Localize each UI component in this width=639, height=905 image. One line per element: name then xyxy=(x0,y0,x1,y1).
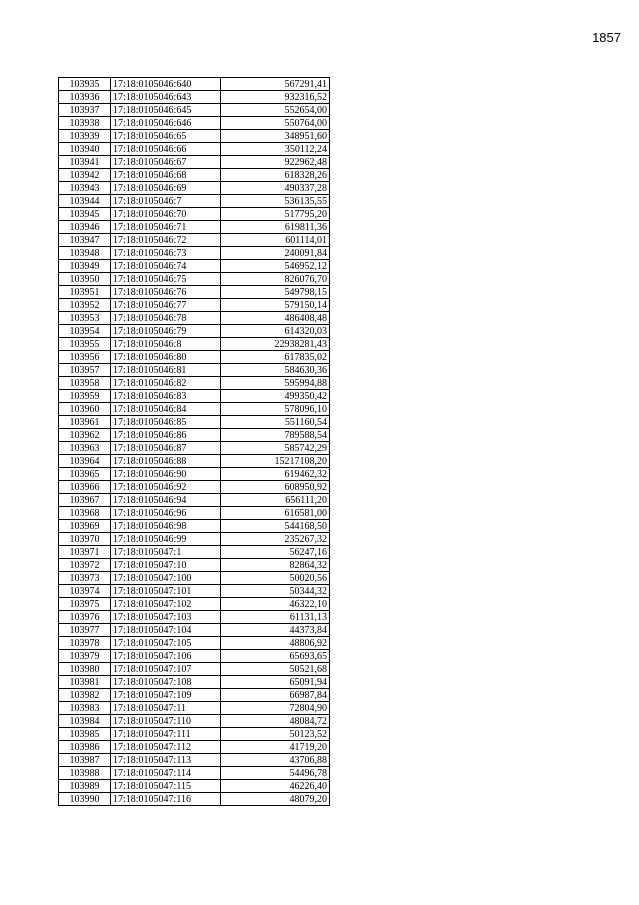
table-row xyxy=(59,273,330,286)
cadastral-value-cell: 82864,32 xyxy=(221,559,330,572)
cadastral-value-cell: 932316,52 xyxy=(221,91,330,104)
table-row xyxy=(59,364,330,377)
cadastral-value-cell: 579150,14 xyxy=(221,299,330,312)
cadastral-number-cell: 17:18:0105047:114 xyxy=(111,767,221,780)
table-row xyxy=(59,221,330,234)
row-number-cell: 103974 xyxy=(59,585,111,598)
cadastral-value-cell: 56247,16 xyxy=(221,546,330,559)
cadastral-number-cell: 17:18:0105047:111 xyxy=(111,728,221,741)
cadastral-number-cell: 17:18:0105047:116 xyxy=(111,793,221,806)
table-row xyxy=(59,390,330,403)
cadastral-number-cell: 17:18:0105047:10 xyxy=(111,559,221,572)
cadastral-value-cell: 348951,60 xyxy=(221,130,330,143)
row-number-cell: 103975 xyxy=(59,598,111,611)
row-number-cell: 103944 xyxy=(59,195,111,208)
table-row xyxy=(59,260,330,273)
table-row xyxy=(59,351,330,364)
row-number-cell: 103963 xyxy=(59,442,111,455)
table-row xyxy=(59,91,330,104)
row-number-cell: 103989 xyxy=(59,780,111,793)
cadastral-number-cell: 17:18:0105047:104 xyxy=(111,624,221,637)
cadastral-value-cell: 616581,00 xyxy=(221,507,330,520)
table-row xyxy=(59,234,330,247)
table-row xyxy=(59,572,330,585)
cadastral-number-cell: 17:18:0105047:115 xyxy=(111,780,221,793)
cadastral-number-cell: 17:18:0105046:65 xyxy=(111,130,221,143)
table-row xyxy=(59,117,330,130)
cadastral-value-cell: 50344,32 xyxy=(221,585,330,598)
row-number-cell: 103959 xyxy=(59,390,111,403)
table-row xyxy=(59,377,330,390)
row-number-cell: 103937 xyxy=(59,104,111,117)
row-number-cell: 103953 xyxy=(59,312,111,325)
row-number-cell: 103966 xyxy=(59,481,111,494)
cadastral-number-cell: 17:18:0105046:69 xyxy=(111,182,221,195)
cadastral-number-cell: 17:18:0105046:8 xyxy=(111,338,221,351)
table-row xyxy=(59,546,330,559)
cadastral-number-cell: 17:18:0105046:88 xyxy=(111,455,221,468)
cadastral-number-cell: 17:18:0105046:92 xyxy=(111,481,221,494)
row-number-cell: 103982 xyxy=(59,689,111,702)
cadastral-number-cell: 17:18:0105046:80 xyxy=(111,351,221,364)
row-number-cell: 103978 xyxy=(59,637,111,650)
cadastral-value-cell: 490337,28 xyxy=(221,182,330,195)
row-number-cell: 103952 xyxy=(59,299,111,312)
cadastral-number-cell: 17:18:0105046:76 xyxy=(111,286,221,299)
cadastral-value-cell: 486408,48 xyxy=(221,312,330,325)
row-number-cell: 103962 xyxy=(59,429,111,442)
row-number-cell: 103951 xyxy=(59,286,111,299)
row-number-cell: 103977 xyxy=(59,624,111,637)
table-row xyxy=(59,793,330,806)
cadastral-value-cell: 44373,84 xyxy=(221,624,330,637)
cadastral-number-cell: 17:18:0105046:645 xyxy=(111,104,221,117)
table-row xyxy=(59,169,330,182)
cadastral-value-cell: 601114,01 xyxy=(221,234,330,247)
row-number-cell: 103942 xyxy=(59,169,111,182)
row-number-cell: 103949 xyxy=(59,260,111,273)
cadastral-value-cell: 48806,92 xyxy=(221,637,330,650)
cadastral-number-cell: 17:18:0105046:71 xyxy=(111,221,221,234)
row-number-cell: 103941 xyxy=(59,156,111,169)
table-row xyxy=(59,286,330,299)
cadastral-value-cell: 549798,15 xyxy=(221,286,330,299)
row-number-cell: 103971 xyxy=(59,546,111,559)
cadastral-number-cell: 17:18:0105046:78 xyxy=(111,312,221,325)
cadastral-value-cell: 552654,00 xyxy=(221,104,330,117)
cadastral-value-cell: 61131,13 xyxy=(221,611,330,624)
cadastral-number-cell: 17:18:0105047:102 xyxy=(111,598,221,611)
cadastral-number-cell: 17:18:0105047:103 xyxy=(111,611,221,624)
table-row xyxy=(59,299,330,312)
row-number-cell: 103964 xyxy=(59,455,111,468)
row-number-cell: 103958 xyxy=(59,377,111,390)
row-number-cell: 103961 xyxy=(59,416,111,429)
cadastral-number-cell: 17:18:0105046:96 xyxy=(111,507,221,520)
cadastral-number-cell: 17:18:0105046:68 xyxy=(111,169,221,182)
cadastral-number-cell: 17:18:0105046:640 xyxy=(111,78,221,91)
cadastral-value-cell: 235267,32 xyxy=(221,533,330,546)
table-row xyxy=(59,715,330,728)
cadastral-value-cell: 41719,20 xyxy=(221,741,330,754)
row-number-cell: 103968 xyxy=(59,507,111,520)
cadastral-value-cell: 66987,84 xyxy=(221,689,330,702)
table-row xyxy=(59,416,330,429)
cadastral-value-cell: 350112,24 xyxy=(221,143,330,156)
cadastral-value-cell: 65091,94 xyxy=(221,676,330,689)
cadastral-number-cell: 17:18:0105046:94 xyxy=(111,494,221,507)
table-row xyxy=(59,780,330,793)
table-row xyxy=(59,637,330,650)
cadastral-value-cell: 584630,36 xyxy=(221,364,330,377)
cadastral-value-cell: 43706,88 xyxy=(221,754,330,767)
cadastral-number-cell: 17:18:0105046:81 xyxy=(111,364,221,377)
cadastral-value-cell: 65693,65 xyxy=(221,650,330,663)
table-row xyxy=(59,247,330,260)
cadastral-number-cell: 17:18:0105047:110 xyxy=(111,715,221,728)
row-number-cell: 103945 xyxy=(59,208,111,221)
row-number-cell: 103956 xyxy=(59,351,111,364)
cadastral-value-cell: 789588,54 xyxy=(221,429,330,442)
cadastral-value-cell: 656111,20 xyxy=(221,494,330,507)
cadastral-number-cell: 17:18:0105046:74 xyxy=(111,260,221,273)
cadastral-value-cell: 608950,92 xyxy=(221,481,330,494)
cadastral-value-cell: 50521,68 xyxy=(221,663,330,676)
cadastral-value-cell: 595994,88 xyxy=(221,377,330,390)
table-row xyxy=(59,78,330,91)
row-number-cell: 103935 xyxy=(59,78,111,91)
cadastral-value-cell: 585742,29 xyxy=(221,442,330,455)
cadastral-number-cell: 17:18:0105047:112 xyxy=(111,741,221,754)
table-row xyxy=(59,442,330,455)
cadastral-number-cell: 17:18:0105046:73 xyxy=(111,247,221,260)
table-row xyxy=(59,689,330,702)
row-number-cell: 103986 xyxy=(59,741,111,754)
cadastral-number-cell: 17:18:0105046:70 xyxy=(111,208,221,221)
cadastral-number-cell: 17:18:0105046:72 xyxy=(111,234,221,247)
cadastral-value-cell: 15217108,20 xyxy=(221,455,330,468)
row-number-cell: 103970 xyxy=(59,533,111,546)
table-row xyxy=(59,130,330,143)
table-row xyxy=(59,520,330,533)
row-number-cell: 103980 xyxy=(59,663,111,676)
cadastral-value-cell: 826076,70 xyxy=(221,273,330,286)
cadastral-number-cell: 17:18:0105047:105 xyxy=(111,637,221,650)
cadastral-number-cell: 17:18:0105046:90 xyxy=(111,468,221,481)
cadastral-number-cell: 17:18:0105046:77 xyxy=(111,299,221,312)
cadastral-number-cell: 17:18:0105046:98 xyxy=(111,520,221,533)
table-row xyxy=(59,403,330,416)
cadastral-value-cell: 567291,41 xyxy=(221,78,330,91)
row-number-cell: 103973 xyxy=(59,572,111,585)
row-number-cell: 103938 xyxy=(59,117,111,130)
cadastral-number-cell: 17:18:0105047:109 xyxy=(111,689,221,702)
cadastral-value-cell: 48079,20 xyxy=(221,793,330,806)
table-row xyxy=(59,481,330,494)
table-row xyxy=(59,208,330,221)
row-number-cell: 103950 xyxy=(59,273,111,286)
cadastral-value-cell: 619811,36 xyxy=(221,221,330,234)
table-row xyxy=(59,702,330,715)
cadastral-value-cell: 240091,84 xyxy=(221,247,330,260)
table-row xyxy=(59,585,330,598)
row-number-cell: 103979 xyxy=(59,650,111,663)
table-row xyxy=(59,650,330,663)
row-number-cell: 103948 xyxy=(59,247,111,260)
table-row xyxy=(59,429,330,442)
cadastral-value-cell: 544168,50 xyxy=(221,520,330,533)
cadastral-number-cell: 17:18:0105047:108 xyxy=(111,676,221,689)
table-row xyxy=(59,312,330,325)
table-row xyxy=(59,728,330,741)
row-number-cell: 103985 xyxy=(59,728,111,741)
table-row xyxy=(59,156,330,169)
table-row xyxy=(59,663,330,676)
cadastral-value-cell: 551160,54 xyxy=(221,416,330,429)
cadastral-number-cell: 17:18:0105047:106 xyxy=(111,650,221,663)
row-number-cell: 103976 xyxy=(59,611,111,624)
cadastral-value-cell: 618328,26 xyxy=(221,169,330,182)
table-row xyxy=(59,598,330,611)
cadastral-value-cell: 72804,90 xyxy=(221,702,330,715)
row-number-cell: 103947 xyxy=(59,234,111,247)
cadastral-value-cell: 617835,02 xyxy=(221,351,330,364)
row-number-cell: 103967 xyxy=(59,494,111,507)
cadastral-value-cell: 54496,78 xyxy=(221,767,330,780)
cadastral-number-cell: 17:18:0105046:83 xyxy=(111,390,221,403)
cadastral-value-table xyxy=(58,77,330,806)
cadastral-number-cell: 17:18:0105047:113 xyxy=(111,754,221,767)
table-row xyxy=(59,767,330,780)
cadastral-number-cell: 17:18:0105047:101 xyxy=(111,585,221,598)
row-number-cell: 103987 xyxy=(59,754,111,767)
table-row xyxy=(59,611,330,624)
table-row xyxy=(59,624,330,637)
table-body xyxy=(59,78,330,806)
cadastral-value-cell: 50123,52 xyxy=(221,728,330,741)
table-row xyxy=(59,676,330,689)
row-number-cell: 103972 xyxy=(59,559,111,572)
cadastral-number-cell: 17:18:0105046:643 xyxy=(111,91,221,104)
cadastral-value-cell: 546952,12 xyxy=(221,260,330,273)
cadastral-value-cell: 46322,10 xyxy=(221,598,330,611)
row-number-cell: 103955 xyxy=(59,338,111,351)
cadastral-number-cell: 17:18:0105046:646 xyxy=(111,117,221,130)
table-row xyxy=(59,104,330,117)
row-number-cell: 103960 xyxy=(59,403,111,416)
table-row xyxy=(59,195,330,208)
row-number-cell: 103940 xyxy=(59,143,111,156)
row-number-cell: 103954 xyxy=(59,325,111,338)
table-row xyxy=(59,468,330,481)
cadastral-number-cell: 17:18:0105046:86 xyxy=(111,429,221,442)
cadastral-value-cell: 48084,72 xyxy=(221,715,330,728)
table-row xyxy=(59,494,330,507)
page-number: 1857 xyxy=(592,30,621,45)
cadastral-number-cell: 17:18:0105047:107 xyxy=(111,663,221,676)
cadastral-value-cell: 619462,32 xyxy=(221,468,330,481)
row-number-cell: 103981 xyxy=(59,676,111,689)
table-row xyxy=(59,559,330,572)
table-row xyxy=(59,338,330,351)
row-number-cell: 103957 xyxy=(59,364,111,377)
cadastral-number-cell: 17:18:0105046:66 xyxy=(111,143,221,156)
cadastral-value-cell: 578096,10 xyxy=(221,403,330,416)
table-row xyxy=(59,754,330,767)
row-number-cell: 103946 xyxy=(59,221,111,234)
table-row xyxy=(59,741,330,754)
row-number-cell: 103983 xyxy=(59,702,111,715)
cadastral-value-cell: 22938281,43 xyxy=(221,338,330,351)
cadastral-value-cell: 46226,40 xyxy=(221,780,330,793)
cadastral-number-cell: 17:18:0105046:99 xyxy=(111,533,221,546)
table-row xyxy=(59,143,330,156)
table-row xyxy=(59,325,330,338)
cadastral-number-cell: 17:18:0105047:1 xyxy=(111,546,221,559)
cadastral-number-cell: 17:18:0105046:67 xyxy=(111,156,221,169)
cadastral-value-cell: 550764,00 xyxy=(221,117,330,130)
cadastral-number-cell: 17:18:0105046:84 xyxy=(111,403,221,416)
cadastral-number-cell: 17:18:0105046:85 xyxy=(111,416,221,429)
table-row xyxy=(59,455,330,468)
row-number-cell: 103965 xyxy=(59,468,111,481)
row-number-cell: 103939 xyxy=(59,130,111,143)
row-number-cell: 103988 xyxy=(59,767,111,780)
cadastral-number-cell: 17:18:0105046:87 xyxy=(111,442,221,455)
cadastral-number-cell: 17:18:0105046:79 xyxy=(111,325,221,338)
cadastral-number-cell: 17:18:0105046:82 xyxy=(111,377,221,390)
table-row xyxy=(59,507,330,520)
cadastral-value-cell: 536135,55 xyxy=(221,195,330,208)
cadastral-value-cell: 499350,42 xyxy=(221,390,330,403)
cadastral-number-cell: 17:18:0105046:75 xyxy=(111,273,221,286)
cadastral-value-cell: 517795,20 xyxy=(221,208,330,221)
table-row xyxy=(59,533,330,546)
row-number-cell: 103990 xyxy=(59,793,111,806)
row-number-cell: 103969 xyxy=(59,520,111,533)
cadastral-value-cell: 922962,48 xyxy=(221,156,330,169)
cadastral-number-cell: 17:18:0105046:7 xyxy=(111,195,221,208)
cadastral-number-cell: 17:18:0105047:100 xyxy=(111,572,221,585)
row-number-cell: 103943 xyxy=(59,182,111,195)
cadastral-value-cell: 614320,03 xyxy=(221,325,330,338)
cadastral-value-cell: 50020,56 xyxy=(221,572,330,585)
table-row xyxy=(59,182,330,195)
row-number-cell: 103936 xyxy=(59,91,111,104)
row-number-cell: 103984 xyxy=(59,715,111,728)
cadastral-number-cell: 17:18:0105047:11 xyxy=(111,702,221,715)
